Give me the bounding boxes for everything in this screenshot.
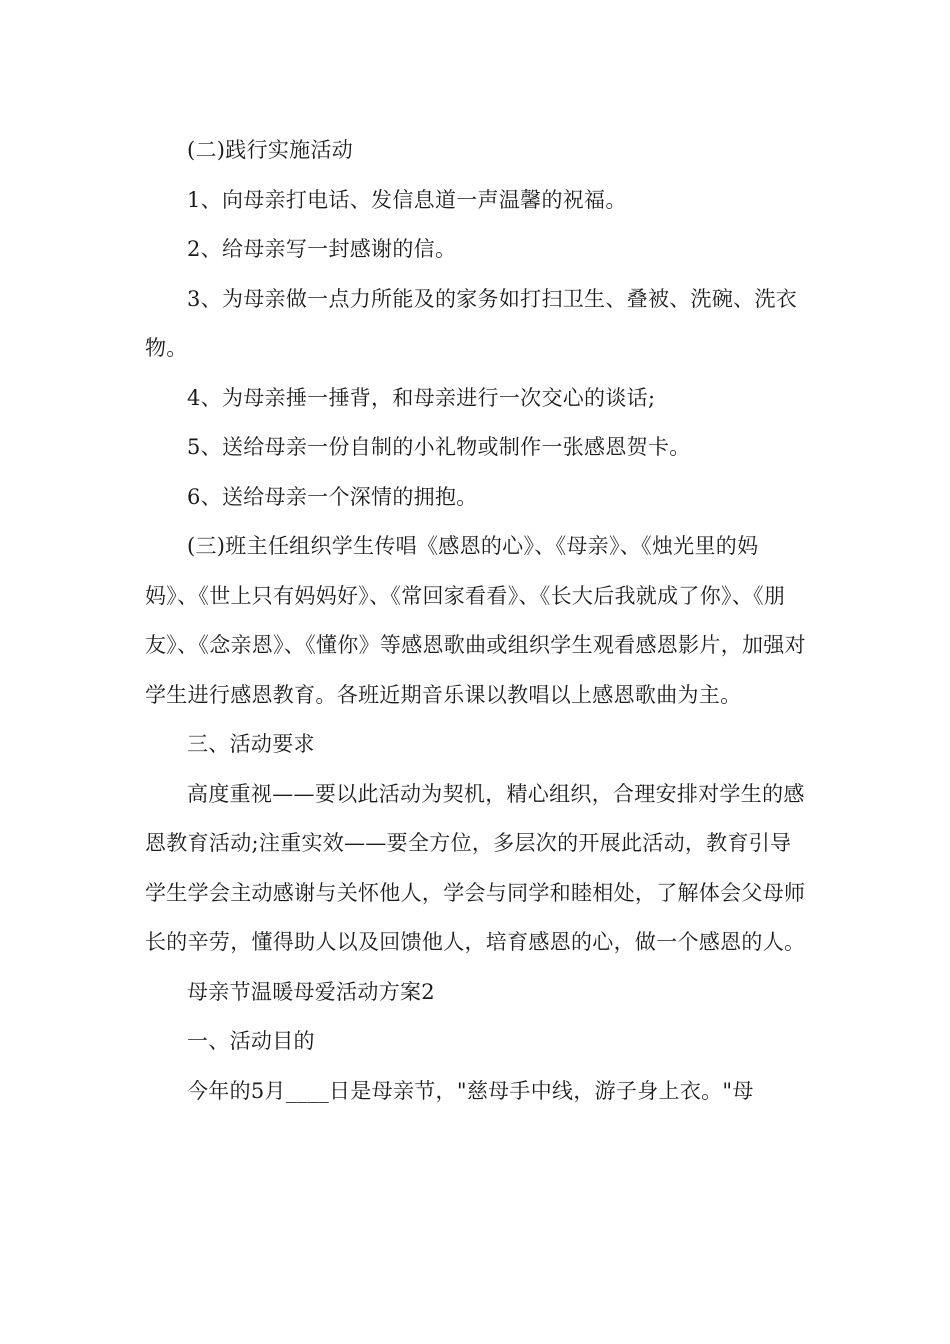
paragraph-item-4: 4、为母亲捶一捶背，和母亲进行一次交心的谈话; (187, 385, 656, 410)
section-heading-purpose: 一、活动目的 (187, 1029, 315, 1053)
section-heading-requirements: 三、活动要求 (187, 732, 315, 756)
paragraph-practice-heading: (二)践行实施活动 (187, 138, 354, 162)
paragraph-item-1: 1、向母亲打电话、发信息道一声温馨的祝福。 (187, 187, 627, 212)
paragraph-requirements: 高度重视——要以此活动为契机，精心组织，合理安排对学生的感恩教育活动;注重实效——要全方位，多层次的开展此活动，教育引导学生学会主动感谢与关怀他人，学会与同学和睦相处，了解体会父母师长的辛劳，懂得助人以及回馈他人，培育感恩的心，做一个感恩的人。 (145, 781, 806, 954)
paragraph-songs: (三)班主任组织学生传唱《感恩的心》、《母亲》、《烛光里的妈妈》、《世上只有妈妈好》、《常回家看看》、《长大后我就成了你》、《朋友》、《念亲恩》、《懂你》等感恩歌曲或组织学生观看感恩影片，加强对学生进行感恩教育。各班近期音乐课以教唱以上感恩歌曲为主。 (145, 534, 806, 707)
paragraph-item-5: 5、送给母亲一份自制的小礼物或制作一张感恩贺卡。 (187, 435, 691, 459)
paragraph-item-2: 2、给母亲写一封感谢的信。 (187, 237, 457, 261)
document-subtitle: 母亲节温暖母爱活动方案2 (187, 979, 435, 1004)
paragraph-purpose: 今年的5月____日是母亲节，"慈母手中线，游子身上衣。"母 (187, 1078, 754, 1103)
document-body (145, 126, 807, 1116)
paragraph-item-3: 3、为母亲做一点力所能及的家务如打扫卫生、叠被、洗碗、洗衣物。 (145, 286, 798, 360)
paragraph-item-6: 6、送给母亲一个深情的拥抱。 (187, 484, 478, 509)
